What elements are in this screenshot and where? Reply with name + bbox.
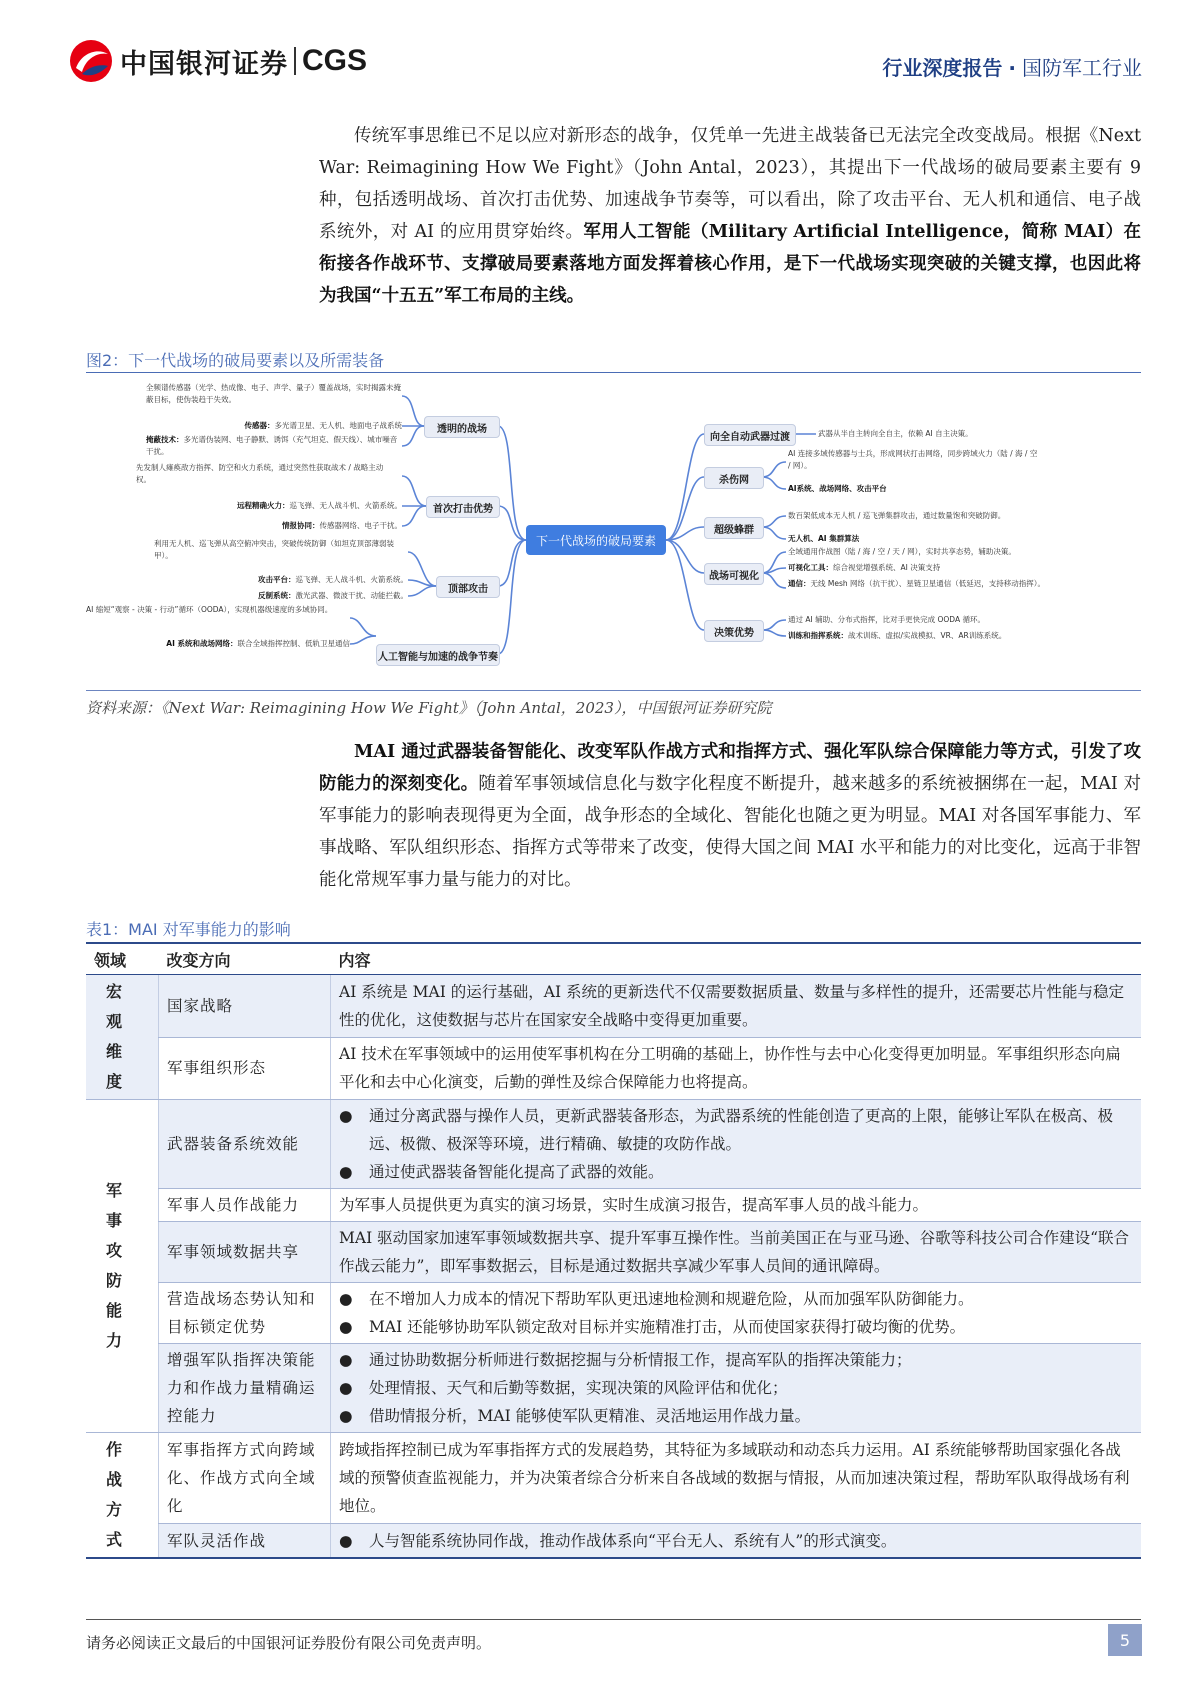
logo-en-text: CGS	[302, 44, 368, 77]
node-visualization: 战场可视化	[704, 563, 764, 585]
node-first-strike: 首次打击优势	[426, 496, 500, 518]
leaf-text: 通过 AI 辅助、分布式指挥，比对手更快完成 OODA 循环。	[788, 615, 985, 624]
node-transparent-battlefield: 透明的战场	[424, 416, 500, 438]
direction-cell: 军事组织形态	[159, 1037, 331, 1100]
bullet-item: ● 在不增加人力成本的情况下帮助军队更迅速地检测和规避危险，从而加强军队防御能力。	[339, 1290, 974, 1308]
content-cell	[331, 1283, 1142, 1344]
direction-cell: 营造战场态势认知和目标锁定优势	[159, 1283, 331, 1344]
leaf-text: 无人机、AI 集群算法	[788, 534, 860, 543]
leaf-text: 情报协同：传感器网络、电子干扰。	[282, 521, 402, 530]
content-cell: AI 技术在军事领域中的运用使军事机构在分工明确的基础上，协作性与去中心化变得更加明显。军事组织形态向扁平化和去中心化演变，后勤的弹性及综合保障能力也将提高。	[331, 1037, 1142, 1100]
report-type: 行业深度报告	[882, 56, 1003, 80]
leaf-text: 远程精确火力：巡飞弹、无人战斗机、火箭系统。	[237, 501, 402, 510]
table-row	[86, 1344, 1141, 1433]
content-cell: MAI 驱动国家加速军事领域数据共享、提升军事互操作性。当前美国正在与亚马逊、谷歌等科技公司合作建设“联合作战云能力”，即军事数据云，目标是通过数据共享减少军事人员间的通讯障碍。	[331, 1222, 1142, 1283]
leaf-text: 利用无人机、巡飞弹从高空俯冲突击，突破传统防御（如坦克顶部薄弱装甲）。	[154, 539, 394, 560]
header-dot: ·	[1008, 56, 1016, 80]
table-row	[86, 1100, 1141, 1189]
body-bold-text: MAI 通过武器装备智能化、改变军队作战方式和指挥方式、强化军队综合保障能力等方式，引发了攻防能力的深刻变化。	[319, 742, 1141, 794]
direction-cell: 军事指挥方式向跨域化、作战方式向全域化	[159, 1433, 331, 1524]
leaf-text: 攻击平台：巡飞弹、无人战斗机、火箭系统。	[258, 575, 408, 584]
footer-rule	[86, 1619, 1141, 1620]
impact-table	[86, 942, 1141, 1559]
content-cell	[331, 1100, 1142, 1189]
logo-divider	[294, 47, 296, 75]
leaf-text: 数百架低成本无人机 / 巡飞弹集群攻击，通过数量饱和突破防御。	[788, 511, 1006, 520]
bullet-item: ● MAI 还能够协助军队锁定敌对目标并实施精准打击，从而使国家获得打破均衡的优势。	[339, 1318, 966, 1336]
content-cell: AI 系统是 MAI 的运行基础，AI 系统的更新迭代不仅需要数据质量、数量与多样性的提升，还需要芯片性能与稳定性的优化，这使数据与芯片在国家安全战略中变得更加重要。	[331, 975, 1142, 1038]
body-paragraph	[319, 736, 1141, 896]
node-decision-advantage: 决策优势	[704, 620, 764, 642]
body-text: 随着军事领域信息化与数字化程度不断提升，越来越多的系统被捆绑在一起，MAI 对军事能力的影响表现得更为全面，战争形态的全域化、智能化也随之更为明显。MAI 对各国军事能力、军事战略、军队组织形态、指挥方式等带来了改变，使得大国之间 MAI 水平和能力的对比变化，远高于非智能化常规军事力量与能力的对比。	[319, 774, 1142, 890]
node-autonomous-weapons: 向全自动武器过渡	[704, 424, 796, 446]
bullet-item: ● 通过协助数据分析师进行数据挖掘与分析情报工作，提高军队的指挥决策能力；	[339, 1351, 912, 1369]
table-row	[86, 1524, 1141, 1558]
direction-cell: 增强军队指挥决策能力和作战力量精确运控能力	[159, 1344, 331, 1433]
node-ai-tempo: 人工智能与加速的战争节奏	[376, 644, 500, 666]
table-row	[86, 1189, 1141, 1222]
table-row	[86, 1037, 1141, 1100]
node-kill-web: 杀伤网	[704, 467, 764, 489]
leaf-text: 训练和指挥系统：战术训练、虚拟/实战模拟、VR、AR训练系统。	[788, 631, 1007, 640]
bullet-item: ● 通过使武器装备智能化提高了武器的效能。	[339, 1163, 664, 1181]
content-cell: 跨域指挥控制已成为军事指挥方式的发展趋势，其特征为多域联动和动态兵力运用。AI 系统能够帮助国家强化各战域的预警侦查监视能力，并为决策者综合分析来自各战域的数据与情报，从而加速决策过程，帮助军队取得战场有利地位。	[331, 1433, 1142, 1524]
table-row	[86, 1222, 1141, 1283]
industry-name: 国防军工行业	[1022, 56, 1142, 80]
leaf-text: AI 缩短“观察 - 决策 - 行动”循环（OODA），实现机器级速度的多域协同。	[86, 605, 333, 614]
direction-cell: 军队灵活作战	[159, 1524, 331, 1558]
leaf-text: AI 连接多域传感器与士兵，形成网状打击网络，同步跨域火力（陆 / 海 / 空 / 网）。	[788, 449, 1038, 470]
domain-combat-mode: 作战方式	[86, 1433, 159, 1559]
leaf-text: 先发制人瘫痪敌方指挥、防空和火力系统，通过突然性获取战术 / 战略主动权。	[136, 463, 384, 484]
table-row	[86, 1283, 1141, 1344]
leaf-text: 传感器：多光谱卫星、无人机、地面电子战系统	[244, 421, 402, 430]
intro-text: 传统军事思维已不足以应对新形态的战争，仅凭单一先进主战装备已无法完全改变战局。根据《Next War: Reimagining How We Fight》（John Antal，2023），其提出下一代战场的破局要素主要有 9 种，包括透明战场、首次打击优势、加速战争节奏等，可以看出，除了攻击平台、无人机和通信、电子战系统外，对 AI 的应用贯穿始终。	[319, 126, 1141, 242]
mind-map-center: 下一代战场的破局要素	[526, 525, 666, 555]
intro-paragraph	[319, 120, 1141, 312]
figure-top-rule	[86, 372, 1141, 373]
direction-cell: 军事领域数据共享	[159, 1222, 331, 1283]
company-logo	[68, 38, 388, 84]
domain-macro: 宏观维度	[86, 975, 159, 1100]
table-row	[86, 1433, 1141, 1524]
report-header	[882, 52, 1142, 81]
leaf-text: 武器从半自主转向全自主，依赖 AI 自主决策。	[818, 429, 973, 438]
page-number: 5	[1108, 1624, 1142, 1656]
bullet-item: ● 处理情报、天气和后勤等数据，实现决策的风险评估和优化；	[339, 1379, 788, 1397]
leaf-text: 掩蔽技术：多光谱伪装网、电子静默、诱饵（充气坦克、假天线）、城市噪音干扰。	[146, 435, 398, 456]
table-title: 表1：MAI 对军事能力的影响	[86, 920, 291, 939]
table-row	[86, 975, 1141, 1038]
galaxy-logo-icon	[68, 38, 114, 84]
header-domain: 领域	[86, 943, 159, 975]
header-direction: 改变方向	[159, 943, 331, 975]
bullet-item: ● 通过分离武器与操作人员，更新武器装备形态，为武器系统的性能创造了更高的上限，能够让军队在极高、极远、极微、极深等环境，进行精确、敏捷的攻防作战。	[339, 1107, 1114, 1153]
leaf-text: AI 系统和战场网络：联合全域指挥控制、低轨卫星通信	[166, 639, 350, 648]
figure-source: 资料来源：《Next War: Reimagining How We Fight》（John Antal，2023），中国银河证券研究院	[86, 699, 772, 717]
domain-attack-defense: 军事攻防能力	[86, 1100, 159, 1433]
node-super-swarm: 超级蜂群	[704, 517, 764, 539]
content-cell	[331, 1344, 1142, 1433]
content-cell	[331, 1524, 1142, 1558]
node-top-attack: 顶部攻击	[436, 576, 500, 598]
leaf-text: AI系统、战场网络、攻击平台	[788, 484, 887, 493]
figure-bottom-rule	[86, 690, 1141, 691]
intro-bold-text: 军用人工智能（Military Artificial Intelligence，简称 MAI）在衔接各作战环节、支撑破局要素落地方面发挥着核心作用，是下一代战场实现突破的关键支撑，也因此将为我国“十五五”军工布局的主线。	[319, 222, 1141, 306]
bullet-item: ● 借助情报分析，MAI 能够使军队更精准、灵活地运用作战力量。	[339, 1407, 811, 1425]
figure-title: 图2：下一代战场的破局要素以及所需装备	[86, 351, 385, 370]
leaf-text: 通信：无线 Mesh 网络（抗干扰）、星链卫星通信（低延迟，支持移动指挥）。	[788, 579, 1046, 588]
leaf-text: 全频谱传感器（光学、热成像、电子、声学、量子）覆盖战场，实时揭露未掩蔽目标，使伪装趋于失效。	[146, 383, 401, 404]
direction-cell: 军事人员作战能力	[159, 1189, 331, 1222]
header-content: 内容	[331, 943, 1142, 975]
mind-map	[86, 378, 1141, 688]
leaf-text: 反制系统：激光武器、微波干扰、动能拦截。	[258, 591, 408, 600]
table-header-row	[86, 943, 1141, 975]
leaf-text: 可视化工具：综合视觉增强系统、AI 决策支持	[788, 563, 941, 572]
direction-cell: 国家战略	[159, 975, 331, 1038]
leaf-text: 全域通用作战图（陆 / 海 / 空 / 天 / 网），实时共享态势，辅助决策。	[788, 547, 1016, 556]
footer-disclaimer: 请务必阅读正文最后的中国银河证券股份有限公司免责声明。	[86, 1634, 492, 1652]
logo-cn-text: 中国银河证券	[120, 48, 288, 80]
bullet-item: ● 人与智能系统协同作战，推动作战体系向“平台无人、系统有人”的形式演变。	[339, 1531, 897, 1550]
direction-cell: 武器装备系统效能	[159, 1100, 331, 1189]
content-cell: 为军事人员提供更为真实的演习场景，实时生成演习报告，提高军事人员的战斗能力。	[331, 1189, 1142, 1222]
